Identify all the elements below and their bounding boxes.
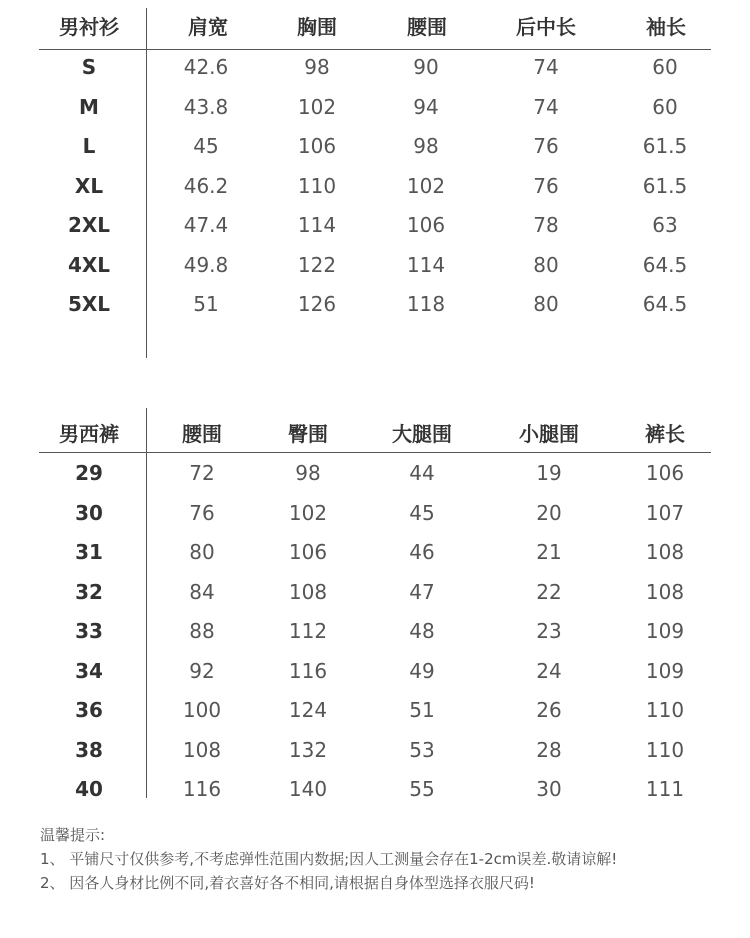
shirt-measurement-cell: 98 — [413, 134, 439, 158]
shirt-table-row — [39, 285, 711, 324]
notes-line-1: 1、 平铺尺寸仅供参考,不考虑弹性范围内数据;因人工测量会存在1-2cm误差.敬请谅解! — [40, 850, 618, 868]
pants-measurement-cell: 53 — [409, 737, 435, 762]
shirt-table-row — [39, 48, 711, 87]
shirt-measurement-cell: 46.2 — [183, 173, 229, 198]
pants-measurement-cell: 140 — [288, 777, 328, 801]
pants-table-row — [39, 691, 711, 730]
pants-measurement-cell: 30 — [536, 777, 562, 801]
shirt-size-label: M — [79, 94, 99, 119]
pants-measurement-cell: 20 — [536, 500, 562, 525]
shirt-measurement-cell: 49.8 — [183, 252, 229, 277]
shirt-measurement-cell: 122 — [297, 252, 337, 277]
shirt-measurement-cell: 106 — [297, 134, 337, 158]
shirt-measurement-cell: 80 — [533, 252, 559, 277]
pants-size-label: 36 — [75, 698, 103, 722]
pants-measurement-cell: 106 — [645, 461, 685, 485]
pants-table-row — [39, 533, 711, 572]
pants-measurement-cell: 24 — [536, 658, 562, 683]
pants-measurement-cell: 21 — [536, 540, 562, 564]
shirt-size-label: 2XL — [67, 213, 111, 237]
pants-measurement-cell: 45 — [409, 500, 435, 525]
pants-measurement-cell: 26 — [536, 698, 562, 722]
pants-measurement-cell: 46 — [409, 540, 435, 564]
shirt-measurement-cell: 106 — [406, 213, 446, 237]
shirt-header-shoulder: 肩宽 — [188, 15, 228, 39]
pants-header-waist: 腰围 — [182, 422, 222, 446]
shirt-measurement-cell: 61.5 — [642, 134, 688, 158]
notes-title: 温馨提示: — [40, 826, 106, 844]
pants-measurement-cell: 108 — [645, 579, 685, 604]
pants-measurement-cell: 92 — [189, 658, 215, 683]
pants-measurement-cell: 98 — [295, 461, 321, 485]
shirt-measurement-cell: 114 — [406, 252, 446, 277]
pants-size-label: 32 — [75, 579, 103, 604]
pants-measurement-cell: 111 — [645, 777, 685, 801]
pants-table-row — [39, 652, 711, 691]
pants-table-row — [39, 770, 711, 809]
shirt-header-chest: 胸围 — [297, 15, 337, 39]
shirt-measurement-cell: 110 — [297, 173, 337, 198]
pants-measurement-cell: 124 — [288, 698, 328, 722]
notes-section — [40, 823, 740, 895]
pants-size-label: 40 — [75, 777, 103, 801]
pants-table-row — [39, 731, 711, 770]
shirt-measurement-cell: 78 — [533, 213, 559, 237]
shirt-measurement-cell: 63 — [652, 213, 678, 237]
pants-size-label: 38 — [75, 737, 103, 762]
shirt-measurement-cell: 76 — [533, 134, 559, 158]
pants-table-row — [39, 573, 711, 612]
pants-measurement-cell: 102 — [288, 500, 328, 525]
shirt-measurement-cell: 94 — [413, 94, 439, 119]
pants-measurement-cell: 84 — [189, 579, 215, 604]
pants-measurement-cell: 110 — [645, 698, 685, 722]
shirt-measurement-cell: 98 — [304, 55, 330, 79]
shirt-size-label: L — [82, 134, 96, 158]
pants-size-label: 31 — [75, 540, 103, 564]
shirt-measurement-cell: 64.5 — [642, 292, 688, 316]
shirt-size-label: XL — [74, 173, 104, 198]
shirt-table-row — [39, 127, 711, 166]
shirt-measurement-cell: 60 — [652, 55, 678, 79]
pants-measurement-cell: 88 — [189, 619, 215, 643]
pants-measurement-cell: 116 — [182, 777, 222, 801]
shirt-measurement-cell: 64.5 — [642, 252, 688, 277]
pants-measurement-cell: 44 — [409, 461, 435, 485]
shirt-table-row — [39, 88, 711, 127]
shirt-measurement-cell: 61.5 — [642, 173, 688, 198]
shirt-measurement-cell: 74 — [533, 55, 559, 79]
pants-size-label: 29 — [75, 461, 103, 485]
shirt-measurement-cell: 102 — [297, 94, 337, 119]
pants-measurement-cell: 76 — [189, 500, 215, 525]
shirt-measurement-cell: 76 — [533, 173, 559, 198]
shirt-header-garment: 男衬衫 — [59, 15, 119, 39]
pants-table-divider-horizontal — [39, 452, 711, 453]
shirt-table-row — [39, 246, 711, 285]
pants-measurement-cell: 51 — [409, 698, 435, 722]
shirt-header-back-length: 后中长 — [516, 15, 576, 39]
shirt-size-label: 5XL — [67, 292, 111, 316]
pants-measurement-cell: 72 — [189, 461, 215, 485]
pants-measurement-cell: 106 — [288, 540, 328, 564]
shirt-measurement-cell: 42.6 — [183, 55, 229, 79]
pants-measurement-cell: 112 — [288, 619, 328, 643]
shirt-measurement-cell: 114 — [297, 213, 337, 237]
pants-size-label: 30 — [75, 500, 103, 525]
pants-measurement-cell: 48 — [409, 619, 435, 643]
pants-measurement-cell: 116 — [288, 658, 328, 683]
pants-header-calf: 小腿围 — [519, 422, 579, 446]
pants-measurement-cell: 109 — [645, 658, 685, 683]
pants-measurement-cell: 109 — [645, 619, 685, 643]
shirt-size-label: S — [81, 55, 97, 79]
pants-measurement-cell: 23 — [536, 619, 562, 643]
shirt-table-row — [39, 206, 711, 245]
pants-measurement-cell: 108 — [288, 579, 328, 604]
pants-measurement-cell: 132 — [288, 737, 328, 762]
pants-measurement-cell: 110 — [645, 737, 685, 762]
pants-measurement-cell: 108 — [182, 737, 222, 762]
notes-line-2: 2、 因各人身材比例不同,着衣喜好各不相同,请根据自身体型选择衣服尺码! — [40, 874, 535, 892]
shirt-measurement-cell: 51 — [193, 292, 219, 316]
shirt-measurement-cell: 47.4 — [183, 213, 229, 237]
shirt-measurement-cell: 102 — [406, 173, 446, 198]
pants-header-length: 裤长 — [645, 422, 685, 446]
pants-header-hip: 臀围 — [288, 422, 328, 446]
pants-header-garment: 男西裤 — [59, 422, 119, 446]
shirt-table-row — [39, 167, 711, 206]
shirt-measurement-cell: 126 — [297, 292, 337, 316]
pants-measurement-cell: 100 — [182, 698, 222, 722]
pants-measurement-cell: 19 — [536, 461, 562, 485]
pants-measurement-cell: 80 — [189, 540, 215, 564]
shirt-measurement-cell: 80 — [533, 292, 559, 316]
shirt-measurement-cell: 74 — [533, 94, 559, 119]
pants-measurement-cell: 22 — [536, 579, 562, 604]
shirt-measurement-cell: 60 — [652, 94, 678, 119]
pants-measurement-cell: 49 — [409, 658, 435, 683]
pants-measurement-cell: 47 — [409, 579, 435, 604]
pants-header-thigh: 大腿围 — [392, 422, 452, 446]
pants-measurement-cell: 108 — [645, 540, 685, 564]
pants-size-label: 33 — [75, 619, 103, 643]
pants-table-header-row — [39, 415, 711, 454]
pants-measurement-cell: 107 — [645, 500, 685, 525]
pants-table-row — [39, 454, 711, 493]
pants-table-row — [39, 612, 711, 651]
shirt-header-sleeve: 袖长 — [646, 15, 686, 39]
shirt-measurement-cell: 43.8 — [183, 94, 229, 119]
pants-measurement-cell: 28 — [536, 737, 562, 762]
shirt-measurement-cell: 90 — [413, 55, 439, 79]
shirt-table-header-row — [39, 8, 711, 47]
shirt-header-waist: 腰围 — [407, 15, 447, 39]
pants-measurement-cell: 55 — [409, 777, 435, 801]
pants-size-label: 34 — [75, 658, 103, 683]
pants-table-row — [39, 494, 711, 533]
shirt-size-label: 4XL — [67, 252, 111, 277]
shirt-measurement-cell: 118 — [406, 292, 446, 316]
shirt-measurement-cell: 45 — [193, 134, 219, 158]
